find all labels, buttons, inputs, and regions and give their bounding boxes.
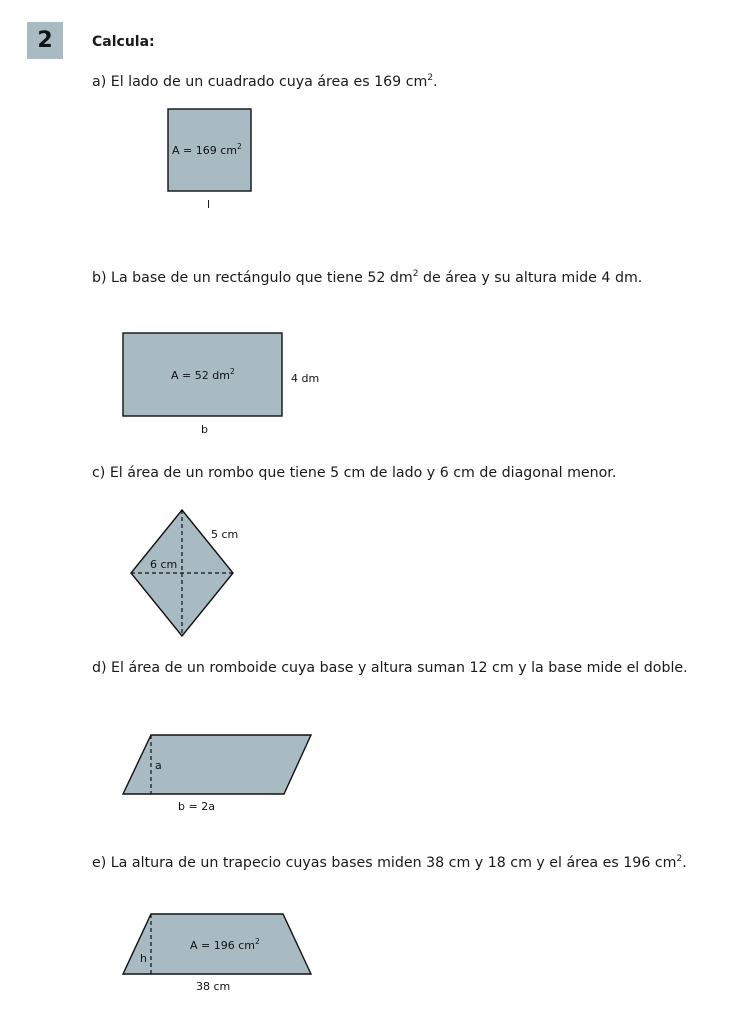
question-d: d) El área de un romboide cuya base y altura suman 12 cm y la base mide el doble.	[92, 660, 688, 676]
exercise-number-badge	[27, 22, 63, 59]
trapezoid-area-sup: 2	[255, 937, 260, 946]
square-area-sup: 2	[237, 142, 242, 151]
question-a	[92, 74, 438, 90]
question-a-superscript: 2	[427, 73, 434, 83]
question-e-superscript: 2	[676, 854, 683, 864]
rectangle-height-label: 4 dm	[291, 372, 320, 385]
svg-text:A = 169 cm2	[172, 142, 242, 157]
question-b-text-end: de área y su altura mide 4 dm.	[418, 270, 643, 286]
trapezoid-height-label: h	[140, 952, 147, 965]
rhombus-figure	[0, 505, 729, 645]
svg-text:A = 52 dm2	[171, 367, 235, 382]
rhomboid-base-label: b = 2a	[178, 800, 215, 813]
square-side-label: l	[207, 198, 211, 211]
rectangle-area-label: A = 52 dm	[171, 369, 230, 382]
question-b	[92, 270, 642, 286]
exercise-title: Calcula:	[92, 34, 155, 50]
question-b-text: b) La base de un rectángulo que tiene 52 dm	[92, 270, 413, 286]
question-e-text: e) La altura de un trapecio cuyas bases miden 38 cm y 18 cm y el área es 196 cm	[92, 855, 677, 871]
trapezoid-base-label: 38 cm	[196, 980, 231, 993]
question-e	[92, 855, 687, 871]
question-a-text-end: .	[433, 74, 438, 90]
square-area-label: A = 169 cm	[172, 144, 237, 157]
square-figure	[0, 100, 729, 220]
rhomboid-figure	[0, 728, 729, 823]
rhombus-side-label: 5 cm	[211, 528, 239, 541]
rectangle-figure	[0, 325, 729, 440]
trapezoid-figure	[0, 907, 729, 1002]
exercise-number: 2	[37, 28, 53, 53]
svg-text:A = 196 cm2	[190, 937, 260, 952]
rhombus-diagonal-label: 6 cm	[150, 558, 178, 571]
rectangle-base-label: b	[201, 423, 208, 436]
rhomboid-height-label: a	[155, 759, 162, 772]
question-c: c) El área de un rombo que tiene 5 cm de lado y 6 cm de diagonal menor.	[92, 465, 617, 481]
trapezoid-area-label: A = 196 cm	[190, 939, 255, 952]
question-b-superscript: 2	[412, 269, 419, 279]
rectangle-area-sup: 2	[229, 367, 235, 376]
question-e-text-end: .	[682, 855, 687, 871]
question-a-text: a) El lado de un cuadrado cuya área es 169 cm	[92, 74, 428, 90]
